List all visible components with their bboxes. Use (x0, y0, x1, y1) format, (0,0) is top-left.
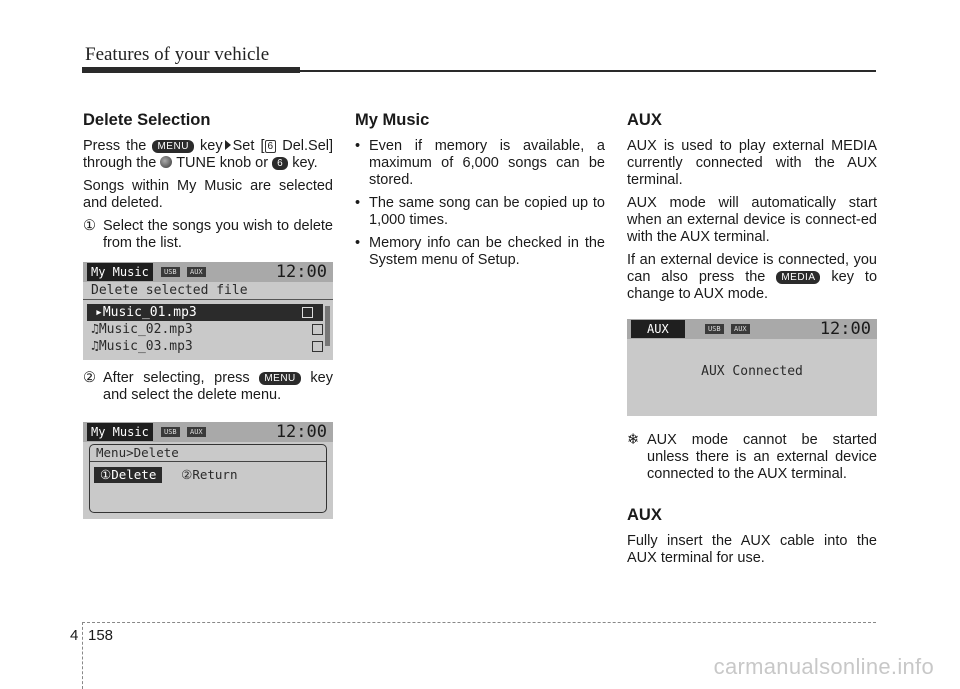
list-item: • The same song can be copied up to 1,000 times. (355, 195, 605, 228)
aux-tag: AUX (187, 427, 206, 437)
paragraph-aux-media (627, 252, 877, 303)
checkbox-icon (312, 341, 323, 352)
file-row: ♫Music_02.mp3 (83, 321, 333, 338)
screen-status-bar (83, 422, 333, 442)
note-aux (627, 432, 877, 483)
file-row-selected: ▸Music_01.mp3 (87, 304, 323, 321)
six-key-icon: 6 (272, 157, 288, 170)
screen-aux-connected (627, 319, 877, 416)
heading-my-music: My Music (355, 111, 430, 129)
arrow-right-icon (225, 140, 231, 150)
list-item: • Memory info can be checked in the System menu of Setup. (355, 235, 605, 268)
watermark: carmanualsonline.info (713, 654, 934, 679)
text-fragment: After selecting, press (103, 370, 250, 386)
list-item-text: Even if memory is available, a maximum of 6,000 songs can be stored. (369, 138, 605, 188)
screen-title: My Music (87, 423, 153, 441)
screen-status-bar (83, 262, 333, 282)
usb-tag: USB (161, 267, 180, 277)
heading-delete-selection: Delete Selection (83, 111, 211, 129)
step-number: ① (83, 218, 96, 234)
aux-connected-label: AUX Connected (701, 364, 803, 379)
list-item-text: The same song can be copied up to 1,000 times. (369, 195, 605, 228)
menu-box (89, 444, 327, 513)
screen-delete-file (83, 262, 333, 360)
text-fragment: key. (292, 155, 318, 171)
step-number: ② (83, 370, 96, 386)
text-fragment: key to change to AUX mode. (627, 269, 878, 302)
page-header-title: Features of your vehicle (85, 44, 270, 65)
text-fragment: Del.Sel] through the (83, 138, 334, 171)
heading-aux: AUX (627, 111, 662, 129)
usb-tag: USB (161, 427, 180, 437)
column-aux (627, 110, 877, 573)
step-text: Select the songs you wish to delete from the list. (103, 218, 333, 251)
paragraph-songs-selected: Songs within My Music are selected and deleted. (83, 178, 333, 211)
six-box-icon: 6 (265, 140, 277, 153)
clock: 12:00 (819, 319, 871, 339)
delete-option: ①Delete (94, 467, 162, 483)
my-music-list (355, 138, 605, 269)
scrollbar (325, 306, 330, 346)
heading-aux-2: AUX (627, 506, 662, 524)
checkbox-icon (312, 324, 323, 335)
media-key-icon: MEDIA (776, 271, 820, 284)
text-fragment: key (200, 138, 223, 154)
step-1 (83, 218, 333, 252)
step-text (103, 370, 333, 404)
screen-title: AUX (631, 320, 685, 338)
paragraph-aux-intro: AUX is used to play external MEDIA currently connected with the AUX terminal. (627, 138, 877, 188)
file-name: Music_01.mp3 (102, 305, 197, 320)
screen-menu-delete (83, 422, 333, 519)
footer-vertical-rule (82, 622, 83, 689)
file-name: Music_02.mp3 (98, 322, 193, 337)
text-fragment: key and select the delete menu. (103, 370, 333, 403)
menu-key-icon: MENU (152, 140, 193, 153)
checkbox-icon (302, 307, 313, 318)
menu-header: Menu>Delete (90, 445, 326, 462)
list-item-text: Memory info can be checked in the System menu of Setup. (369, 235, 605, 268)
text-fragment: If an external device is connected, you can also press the (627, 252, 877, 285)
screen-subtitle: Delete selected file (83, 282, 333, 300)
aux-tag: AUX (187, 267, 206, 277)
step-2 (83, 370, 333, 404)
tune-knob-icon (160, 156, 172, 168)
column-my-music (355, 110, 605, 275)
file-name: Music_03.mp3 (98, 339, 193, 354)
screen-body (83, 282, 333, 355)
header-rule (300, 70, 876, 72)
footer-rule (82, 622, 876, 623)
header-bar (82, 67, 300, 73)
menu-key-icon: MENU (259, 372, 300, 385)
aux-tag: AUX (731, 324, 750, 334)
screen-status-bar (627, 319, 877, 339)
paragraph-aux-cable: Fully insert the AUX cable into the AUX terminal for use. (627, 533, 877, 566)
usb-tag: USB (705, 324, 724, 334)
screen-title: My Music (87, 263, 153, 281)
column-delete-selection (83, 110, 333, 529)
clock: 12:00 (275, 422, 327, 442)
note-symbol-icon: ❄ (627, 432, 640, 448)
text-fragment: TUNE knob or (176, 155, 269, 171)
note-text: AUX mode cannot be started unless there is an external device connected to the AUX terminal. (647, 432, 877, 482)
text-fragment: Press the (83, 138, 147, 154)
clock: 12:00 (275, 262, 327, 282)
file-row: ♫Music_03.mp3 (83, 338, 333, 355)
text-fragment: Set [ (232, 138, 265, 154)
chapter-number: 4 (70, 627, 79, 644)
paragraph-press-menu (83, 138, 333, 172)
list-item: • Even if memory is available, a maximum of 6,000 songs can be stored. (355, 138, 605, 188)
return-option: ②Return (181, 467, 238, 482)
page-number: 158 (88, 627, 114, 644)
paragraph-aux-auto: AUX mode will automatically start when an external device is connect-ed with the AUX terminal. (627, 195, 877, 245)
